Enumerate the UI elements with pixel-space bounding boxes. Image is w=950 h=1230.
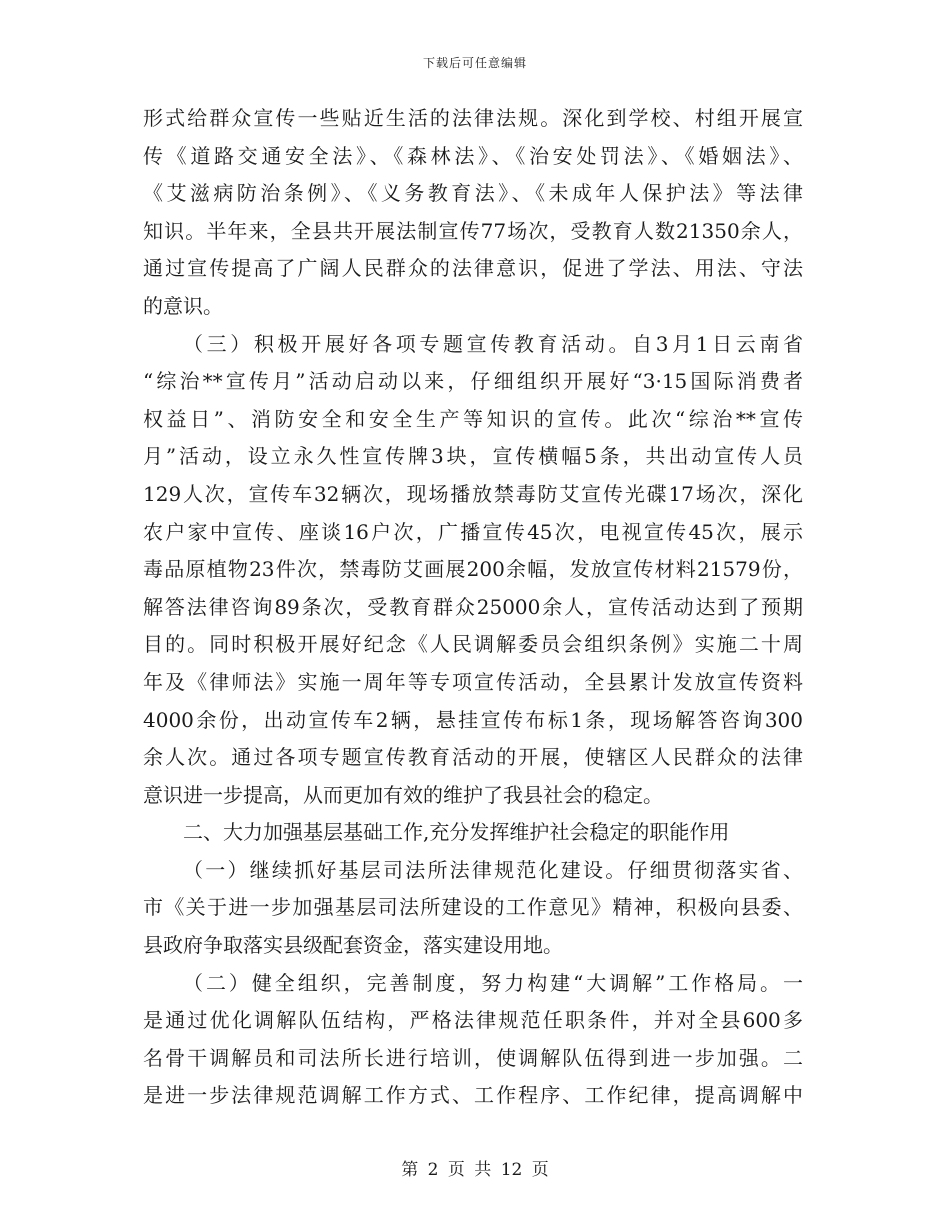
page-header: 下载后可任意编辑 — [422, 56, 527, 70]
text-line: “综治**宣传月”活动启动以来，仔细组织开展好“3·15国际消费者 — [143, 369, 803, 394]
text-line: （一）继续抓好基层司法所法律规范化建设。仔细贯彻落实省、 — [183, 857, 803, 882]
text-line: 农户家中宣传、座谈16户次，广播宣传45次，电视宣传45次，展示 — [143, 519, 803, 544]
text-line: 县政府争取落实县级配套资金，落实建设用地。 — [143, 933, 563, 958]
text-line: 通过宣传提高了广阔人民群众的法律意识，促进了学法、用法、守法 — [143, 256, 803, 281]
text-line: 年及《律师法》实施一周年等专项宣传活动，全县累计发放宣传资料 — [143, 669, 803, 694]
text-line: 市《关于进一步加强基层司法所建设的工作意见》精神，积极向县委、 — [143, 895, 803, 920]
text-line: 形式给群众宣传一些贴近生活的法律法规。深化到学校、村组开展宣 — [143, 106, 803, 130]
text-line: 传《道路交通安全法》、《森林法》、《治安处罚法》、《婚姻法》、 — [143, 143, 803, 168]
text-line: 129人次，宣传车32辆次，现场播放禁毒防艾宣传光碟17场次，深化 — [143, 481, 803, 506]
text-line: 意识进一步提高，从而更加有效的维护了我县社会的稳定。 — [143, 782, 663, 807]
text-line: 权益日”、消防安全和安全生产等知识的宣传。此次“综治**宣传 — [143, 406, 803, 431]
text-line: 《艾滋病防治条例》、《义务教育法》、《未成年人保护法》等法律 — [143, 181, 803, 206]
text-line: 是进一步法律规范调解工作方式、工作程序、工作纪律，提高调解中 — [143, 1083, 803, 1108]
page-footer: 第 2 页 共 12 页 — [401, 1160, 549, 1180]
text-line: 毒品原植物23件次，禁毒防艾画展200余幅，发放宣传材料21579份， — [143, 557, 803, 582]
text-line: （二）健全组织，完善制度，努力构建“大调解”工作格局。一 — [183, 970, 803, 995]
text-line: 4000余份，出动宣传车2辆，悬挂宣传布标1条，现场解答咨询300 — [143, 707, 803, 732]
text-line: （三）积极开展好各项专题宣传教育活动。自3月1日云南省 — [183, 331, 803, 356]
text-line: 二、大力加强基层基础工作,充分发挥维护社会稳定的职能作用 — [183, 820, 730, 845]
text-line: 名骨干调解员和司法所长进行培训，使调解队伍得到进一步加强。二 — [143, 1045, 803, 1070]
text-line: 知识。半年来，全县共开展法制宣传77场次，受教育人数21350余人， — [143, 218, 803, 243]
text-line: 目的。同时积极开展好纪念《人民调解委员会组织条例》实施二十周 — [143, 632, 803, 657]
text-line: 的意识。 — [143, 293, 223, 318]
text-line: 解答法律咨询89条次，受教育群众25000余人，宣传活动达到了预期 — [143, 594, 803, 619]
text-line: 月”活动，设立永久性宣传牌3块，宣传横幅5条，共出动宣传人员 — [143, 444, 803, 469]
text-line: 余人次。通过各项专题宣传教育活动的开展，使辖区人民群众的法律 — [143, 745, 803, 770]
document-body — [143, 100, 803, 1115]
text-line: 是通过优化调解队伍结构，严格法律规范任职条件，并对全县600多 — [143, 1008, 803, 1033]
